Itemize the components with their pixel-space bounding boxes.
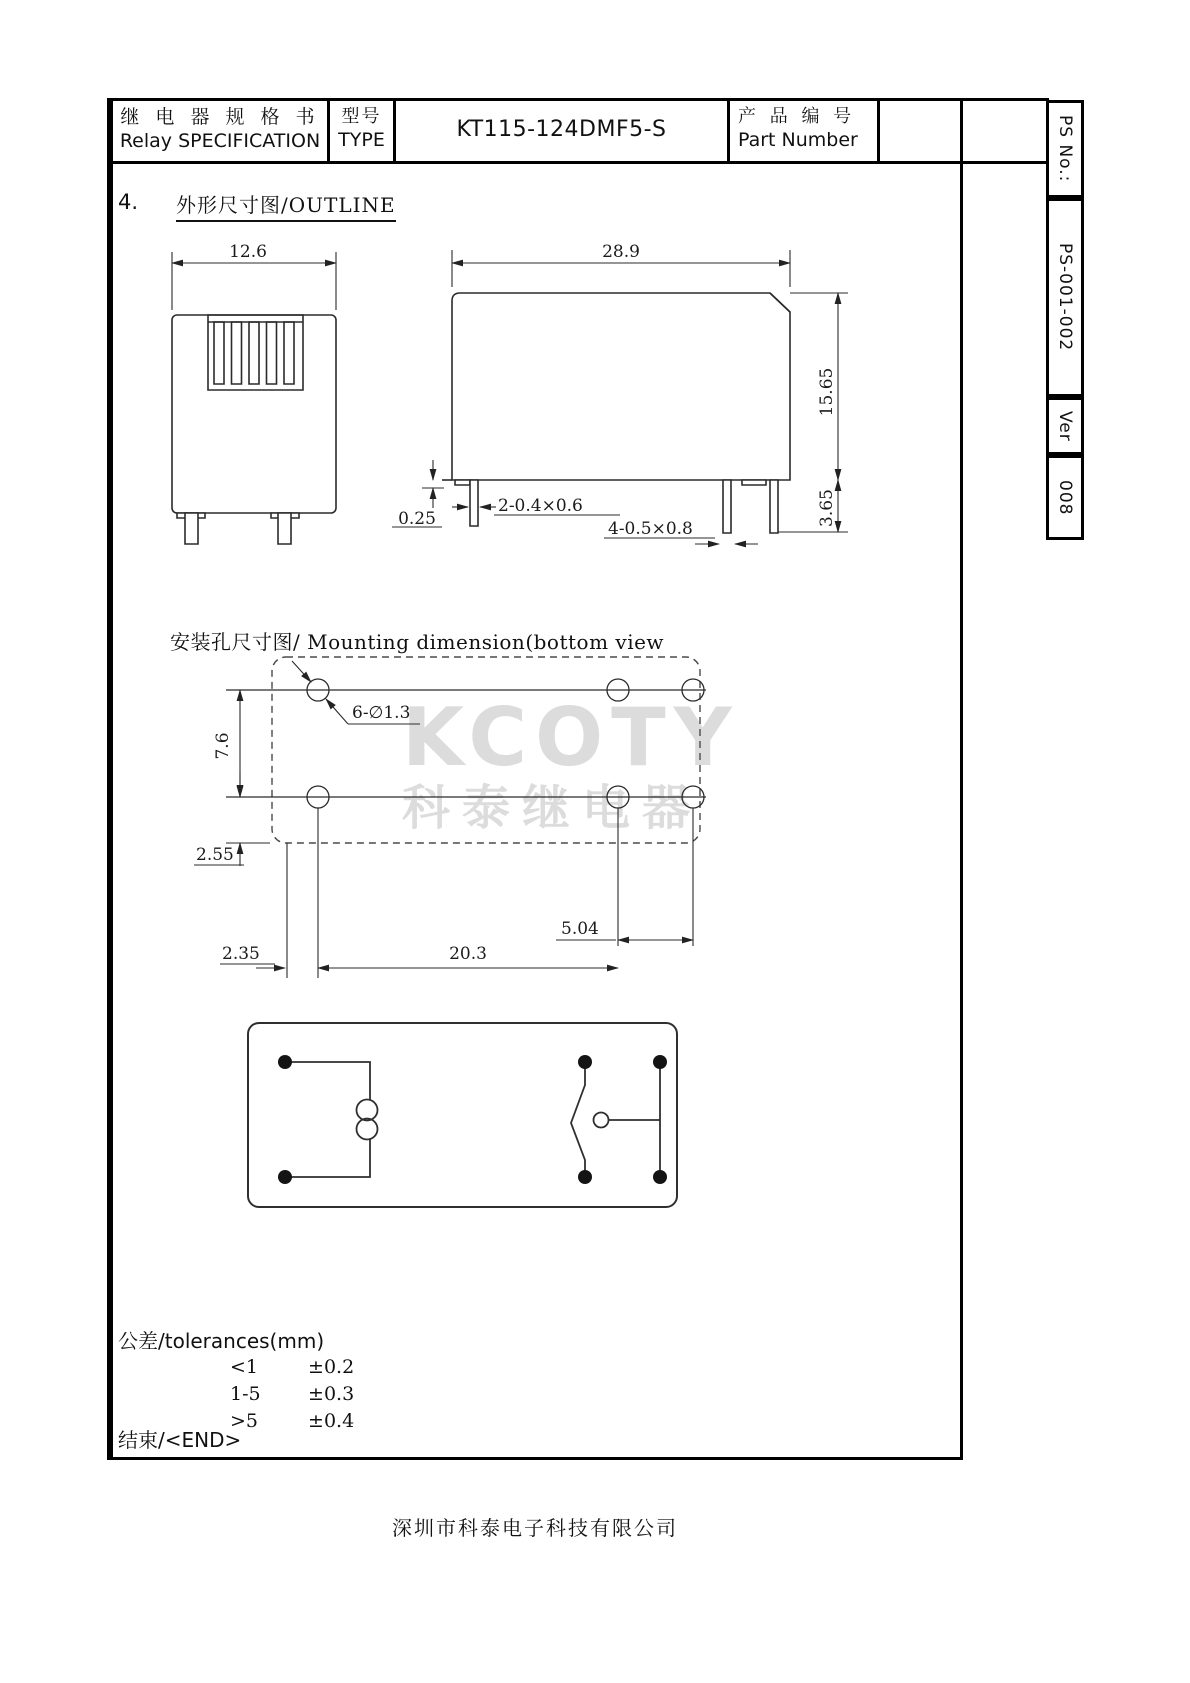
ps-no-label: PS No.: — [1055, 115, 1075, 183]
ver-value: 008 — [1055, 479, 1075, 516]
end-text: 结束/<END> — [118, 1428, 242, 1452]
contact-circuit — [571, 1068, 660, 1171]
tolerance-row — [230, 1383, 354, 1405]
spec-title-en: Relay SPECIFICATION — [119, 129, 321, 152]
tolerance-range: >5 — [230, 1410, 259, 1432]
mounting-dimensions — [194, 661, 693, 978]
dim-edge-offset-y: 2.55 — [196, 845, 234, 865]
front-view-body — [172, 315, 336, 544]
ver-label: Ver — [1055, 410, 1075, 442]
spec-title-cn: 继 电 器 规 格 书 — [120, 105, 320, 128]
mounting-title: 安装孔尺寸图/ Mounting dimension(bottom view — [170, 630, 665, 654]
dim-row-pitch: 7.6 — [213, 732, 233, 760]
header-connector-bottom — [960, 161, 1049, 164]
dim-pitch-long: 20.3 — [449, 944, 487, 964]
mounting-drawing — [180, 648, 740, 993]
watermark-line1: KCOTY — [402, 691, 740, 784]
dim-pitch-right: 5.04 — [561, 919, 599, 939]
dim-edge-offset-x: 2.35 — [222, 944, 260, 964]
header-cell-type-label — [330, 98, 396, 164]
dim-pin-length: 3.65 — [817, 489, 837, 527]
side-view-dimensions — [392, 250, 848, 544]
tolerance-value: ±0.2 — [308, 1356, 355, 1378]
sidebar-box-ps-value — [1046, 198, 1084, 397]
part-number-label-en: Part Number — [738, 128, 858, 151]
watermark-line2: 科泰继电器 — [402, 780, 703, 836]
sidebar-box-ps-no — [1046, 100, 1084, 198]
side-view-body — [442, 293, 790, 533]
header-cell-part-number-value — [880, 98, 960, 164]
mounting-outline-dashed — [272, 657, 700, 843]
tolerance-row — [230, 1356, 354, 1378]
schematic-drawing — [240, 1015, 690, 1215]
dim-body-height: 15.65 — [817, 367, 837, 417]
sidebar-box-ver — [1046, 397, 1084, 455]
header-cell-part-number-label — [730, 98, 880, 164]
header-connector-top — [960, 98, 1049, 101]
header-cell-spec-title — [113, 98, 330, 164]
ps-no-value: PS-001-002 — [1055, 243, 1075, 352]
dim-front-width: 12.6 — [229, 242, 267, 262]
tolerance-value: ±0.3 — [308, 1383, 355, 1405]
header-cell-type-value — [396, 98, 730, 164]
outline-drawing — [130, 232, 870, 582]
type-label-cn: 型号 — [341, 106, 382, 128]
tolerance-value: ±0.4 — [308, 1410, 355, 1432]
section-number: 4. — [118, 190, 139, 214]
section-title: 外形尺寸图/OUTLINE — [176, 189, 396, 222]
footer-company: 深圳市科泰电子科技有限公司 — [392, 1516, 678, 1540]
mounting-holes — [226, 679, 706, 808]
tolerance-range: <1 — [230, 1356, 259, 1378]
type-value: KT115-124DMF5-S — [456, 116, 667, 142]
dim-contact-pin-size: 4-0.5×0.8 — [608, 519, 693, 539]
sidebar-box-ver-value — [1046, 455, 1084, 540]
tolerances-title: 公差/tolerances(mm) — [118, 1329, 325, 1353]
coil-circuit — [291, 1062, 378, 1177]
part-number-label-cn: 产 品 编 号 — [738, 106, 856, 128]
type-label-en: TYPE — [338, 128, 385, 151]
schematic-outline — [248, 1023, 677, 1207]
dim-side-length: 28.9 — [602, 242, 640, 262]
dim-hole-label: 6-∅1.3 — [352, 703, 411, 723]
tolerance-row — [230, 1410, 354, 1432]
dim-coil-pin-size: 2-0.4×0.6 — [498, 496, 583, 516]
tolerance-range: 1-5 — [230, 1383, 261, 1405]
dim-standoff: 0.25 — [398, 509, 436, 529]
